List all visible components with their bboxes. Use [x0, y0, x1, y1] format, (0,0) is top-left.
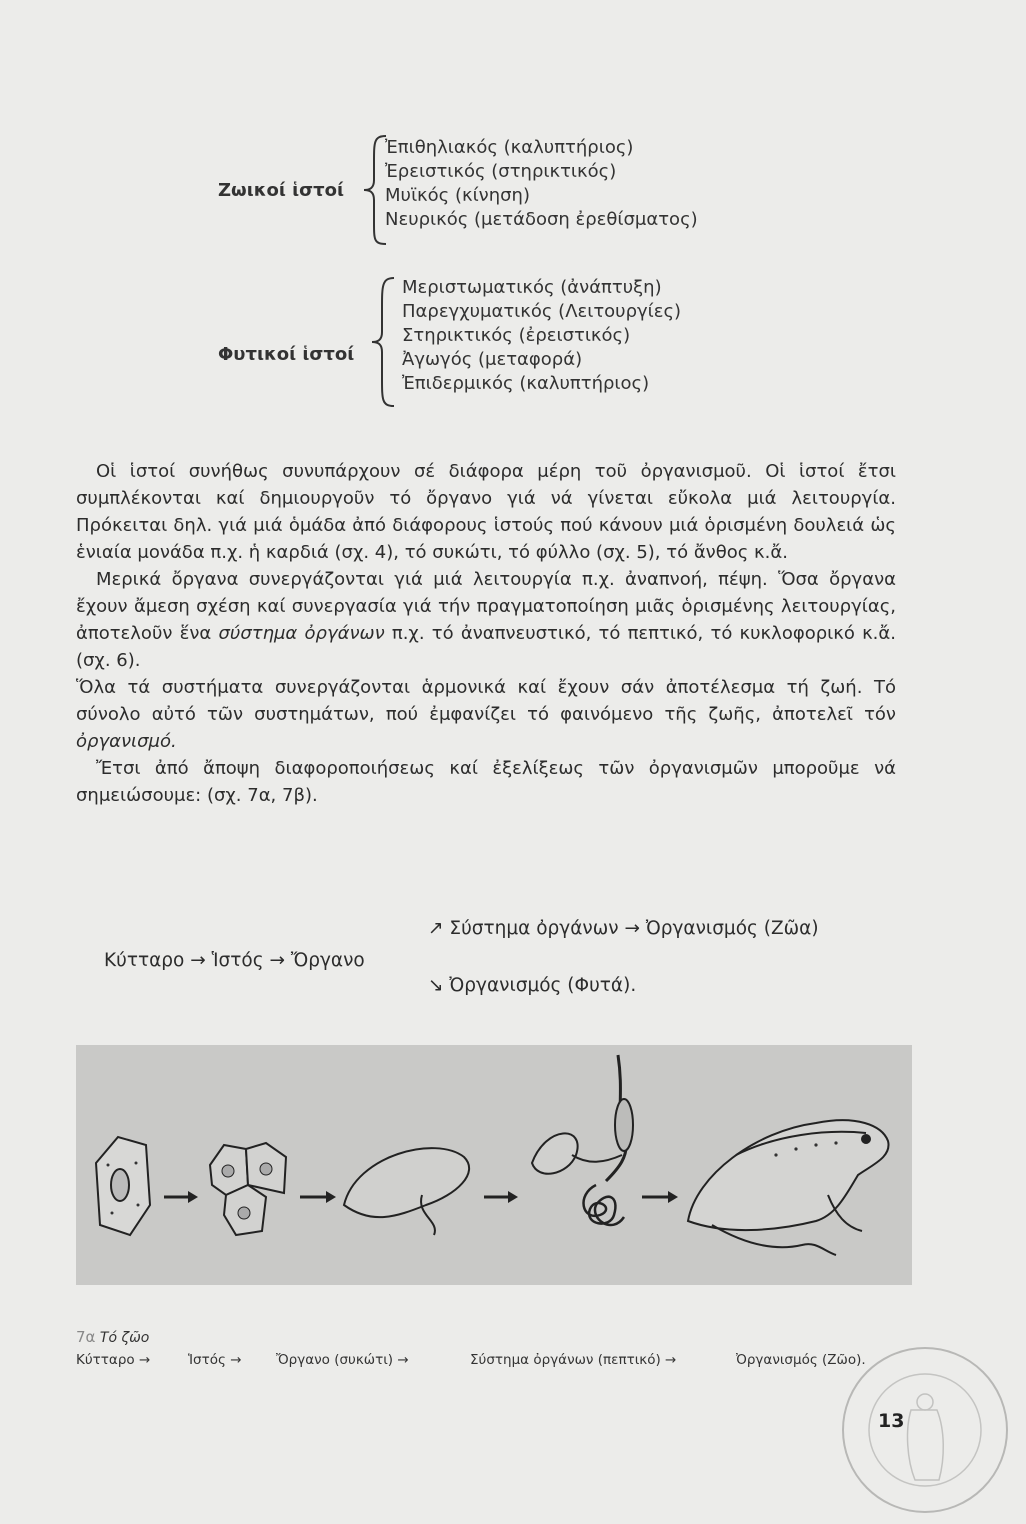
term-organism: ὀργανισμό.: [76, 731, 177, 752]
body-text: [76, 458, 896, 809]
figure-label-system: Σύστημα ὀργάνων (πεπτικό) →: [470, 1352, 677, 1368]
figure-number: 7α: [76, 1328, 96, 1346]
digestive-system-drawing: [532, 1055, 633, 1225]
plant-tissues-label: Φυτικοί ἱστοί: [218, 344, 355, 365]
animal-tissue-item: Ἐπιθηλιακός (καλυπτήριος): [385, 137, 634, 158]
animal-tissue-item: Ἐρειστικός (στηρικτικός): [385, 161, 617, 182]
flow-lower: ↘ Ὀργανισμός (Φυτά).: [428, 975, 637, 996]
flow-upper: ↗ Σύστημα ὀργάνων → Ὀργανισμός (Ζῶα): [428, 918, 819, 939]
plant-tissue-item: Ἐπιδερμικός (καλυπτήριος): [402, 373, 650, 394]
flow-main: Κύτταρο → Ἱστός → Ὄργανο: [104, 950, 365, 971]
plant-tissue-item: Ἀγωγός (μεταφορά): [402, 349, 583, 370]
liver-drawing: [344, 1148, 469, 1235]
plant-tissue-item: Μεριστωματικός (ἀνάπτυξη): [402, 277, 662, 298]
stamp-seal: [835, 1340, 1015, 1520]
paragraph-differentiation: Ἔτσι ἀπό ἄποψη διαφοροποιήσεως καί ἐξελίξεως τῶν ὀργανισμῶν μποροῦμε νά σημειώσουμε: (σχ. 7α, 7β).: [76, 758, 896, 806]
figure-7a: [76, 1045, 912, 1285]
plant-tissue-item: Στηρικτικός (ἐρειστικός): [402, 325, 631, 346]
figure-label-organism: Ὀργανισμός (Ζῶο).: [736, 1352, 866, 1368]
animal-tissues-list: [385, 136, 698, 232]
library-stamp: [835, 1340, 1015, 1520]
animal-tissues-label: Ζωικοί ἱστοί: [218, 180, 345, 201]
figure-illustration: [76, 1045, 912, 1285]
frog-drawing: [688, 1120, 889, 1255]
figure-label-organ: Ὄργανο (συκώτι) →: [276, 1352, 409, 1368]
animal-tissue-item: Μυϊκός (κίνηση): [385, 185, 530, 206]
animal-tissue-item: Νευρικός (μετάδοση ἐρεθίσματος): [385, 209, 698, 230]
figure-label-tissue: Ἱστός →: [188, 1352, 242, 1368]
plant-tissues-list: [402, 276, 681, 396]
figure-label-cell: Κύτταρο →: [76, 1352, 151, 1368]
figure-caption-title: [76, 1328, 149, 1346]
paragraph-organs: Οἱ ἱστοί συνήθως συνυπάρχουν σέ διάφορα μέρη τοῦ ὀργανισμοῦ. Οἱ ἱστοί ἔτσι συμπλέκονται καί δημιουργοῦν τό ὄργανο γιά νά γίνεται εὔκολα μιά λειτουργία. Πρόκειται δηλ. γιά μιά ὁμάδα ἀπό διάφορους ἱστούς πού κάνουν μιά ὁρισμένη δουλειά ὡς ἑνιαία μονάδα π.χ. ἡ καρδιά (σχ. 4), τό συκώτι, τό φύλλο (σχ. 5), τό ἄνθος κ.ἄ.: [76, 461, 896, 563]
term-organ-system: σύστημα ὀργάνων: [218, 623, 385, 644]
paragraph-systems: Μερικά ὄργανα συνεργάζονται γιά μιά λειτουργία π.χ. ἀναπνοή, πέψη. Ὅσα ὄργανα ἔχουν ἄμεση σχέση καί συνεργασία γιά τήν πραγματοποίηση μιᾶς ὁρισμένης λειτουργίας, ἀποτελοῦν ἕνα σύστημα ὀργάνων π.χ. τό ἀναπνευστικό, τό πεπτικό, τό κυκλοφορικό κ.ἄ. (σχ. 6).: [76, 569, 896, 671]
paragraph-organism: Ὅλα τά συστήματα συνεργάζονται ἁρμονικά καί ἔχουν σάν ἀποτέλεσμα τή ζωή. Τό σύνολο αὐτό τῶν συστημάτων, πού ἐμφανίζει τό φαινόμενο τῆς ζωῆς, ἀποτελεῖ τόν ὀργανισμό.: [76, 677, 896, 752]
cell-drawing: [96, 1137, 150, 1235]
tissue-drawing: [210, 1143, 286, 1235]
plant-tissues-brace: [368, 272, 398, 412]
figure-title: Τό ζῶο: [99, 1330, 150, 1346]
page-number: 13: [878, 1410, 905, 1432]
plant-tissue-item: Παρεγχυματικός (Λειτουργίες): [402, 301, 682, 322]
